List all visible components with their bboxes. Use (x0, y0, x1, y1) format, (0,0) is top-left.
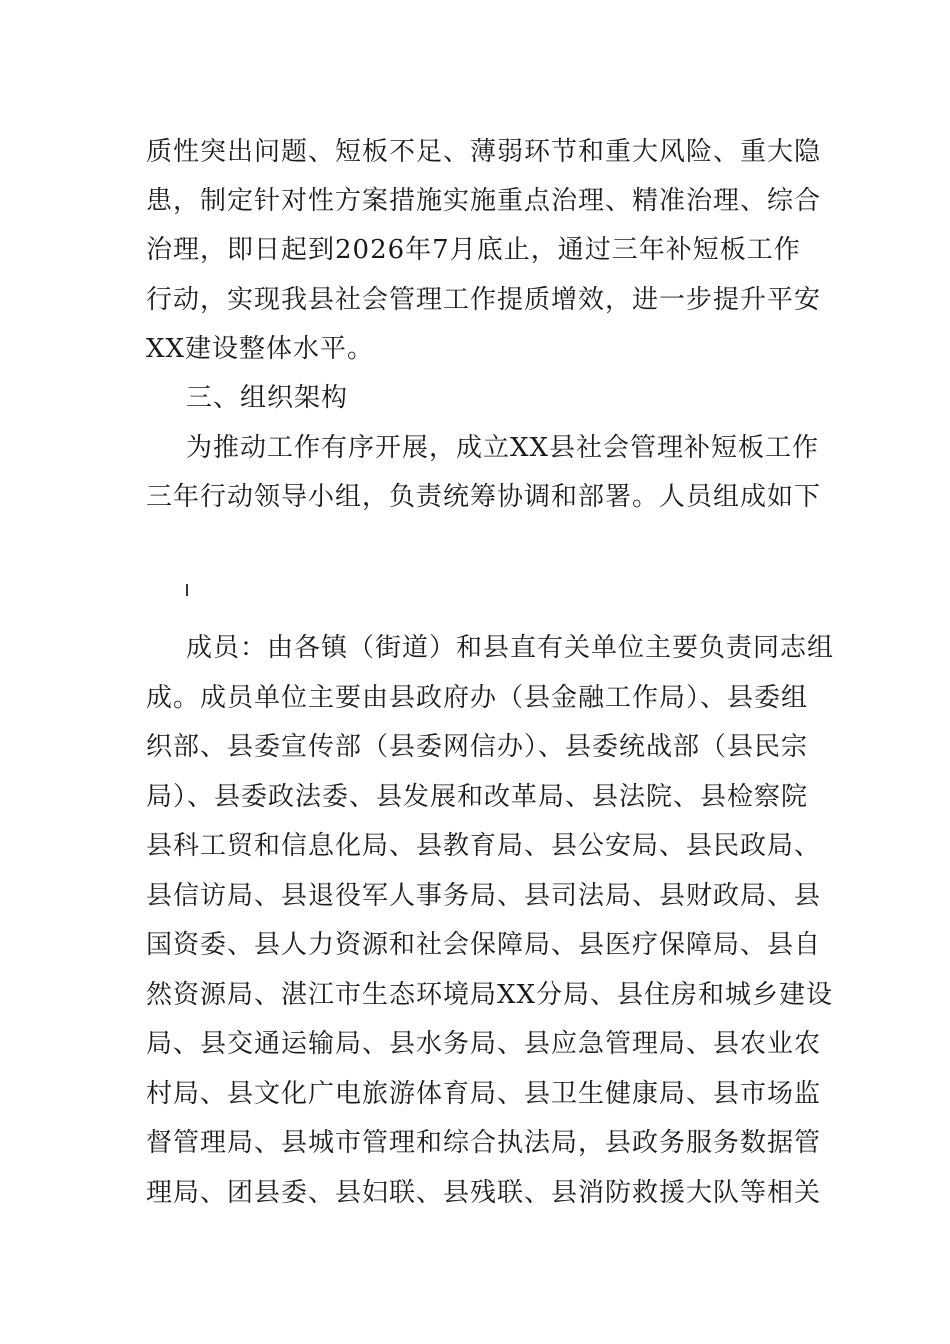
text-line: 局）、县委政法委、县发展和改革局、县法院、县检察院 (146, 782, 809, 812)
text-line: 县信访局、县退役军人事务局、县司法局、县财政局、县 (146, 881, 822, 911)
text-line: 质性突出问题、短板不足、薄弱环节和重大风险、重大隐 (146, 137, 822, 167)
text-line: 局、县交通运输局、县水务局、县应急管理局、县农业农 (146, 1029, 822, 1059)
text-line: 治理，即日起到2026年7月底止，通过三年补短板工作 (146, 235, 801, 265)
cursor-mark (186, 584, 188, 596)
text-line: 成员：由各镇（街道）和县直有关单位主要负责同志组 (186, 633, 835, 663)
text-line: 县科工贸和信息化局、县教育局、县公安局、县民政局、 (146, 831, 822, 861)
text-line: 行动，实现我县社会管理工作提质增效，进一步提升平安 (146, 285, 822, 315)
text-line: 三年行动领导小组，负责统筹协调和部署。人员组成如下 (146, 482, 822, 512)
text-line: XX建设整体水平。 (146, 334, 375, 364)
text-line: 患，制定针对性方案措施实施重点治理、精准治理、综合 (146, 186, 822, 216)
text-line: 国资委、县人力资源和社会保障局、县医疗保障局、县自 (146, 930, 822, 960)
text-line: 织部、县委宣传部（县委网信办）、县委统战部（县民宗 (146, 732, 809, 762)
text-line: 然资源局、湛江市生态环境局XX分局、县住房和城乡建设 (146, 980, 834, 1010)
text-line: 成。成员单位主要由县政府办（县金融工作局）、县委组 (146, 683, 809, 713)
text-line: 为推动工作有序开展，成立XX县社会管理补短板工作 (186, 433, 820, 463)
text-line: 村局、县文化广电旅游体育局、县卫生健康局、县市场监 (146, 1079, 822, 1109)
text-line: 理局、团县委、县妇联、县残联、县消防救援大队等相关 (146, 1178, 822, 1208)
section-heading: 三、组织架构 (186, 383, 349, 413)
text-line: 督管理局、县城市管理和综合执法局，县政务服务数据管 (146, 1128, 822, 1158)
